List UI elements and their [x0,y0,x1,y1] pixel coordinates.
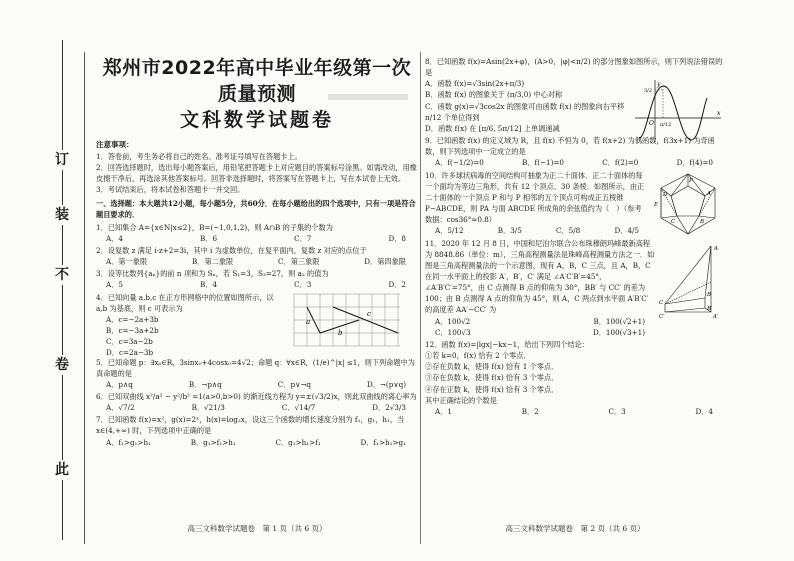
question-4-block [96,292,418,356]
question-11-block [425,238,725,338]
faint-watermark [328,92,408,102]
option: B．f(−1)=0 [522,158,565,168]
option: A．4 [106,233,123,243]
question-options [425,78,630,134]
option: C．3 [294,280,312,290]
option: B．第二象限 [191,257,234,267]
triangle-edges [665,246,711,312]
option: B．g₁>f₁>h₁ [190,437,236,447]
option: D．4/5 [614,226,639,236]
question-stem: 1．已知集合 A={x∈N|x≤2}，B=(−1,0,1,2)，则 A∩B 的子集的个数为 [96,222,333,232]
option: C．7 [294,233,312,243]
question-stem: 9．已知函数 f(x) 的定义域为 R，且 f(x) 不恒为 0，若 f(x+2) 为偶函数，f(3x+1) 为奇函数，则下列选项中一定成立的是 [425,136,715,157]
option: A．c=−2a+3b [106,314,159,324]
question-10-block [425,170,725,237]
sine-curve [639,86,707,140]
vector-c-label: c [367,309,371,318]
vector-b-label: b [338,328,343,337]
question-options [425,406,725,417]
option: C．p∨¬q [277,379,311,389]
icosahedron-figure [653,170,723,238]
question-stem: 3．设等比数列{aₙ}的前 n 项和为 Sₙ，若 S₁=3，S₃=27，则 a₂ 的值为 [96,269,329,279]
question-stem: 12．函数 f(x)=|lgx|−kx−1，给出下列四个结论： [425,339,590,349]
page-1-footer: 高三文科数学试题卷 第 1 页（共 6 页） [187,524,327,533]
binding-char: 订 [52,150,72,170]
question-options [96,256,418,267]
question-options [425,316,657,338]
question-stem: 6．已知双曲线 x²/a² − y²/b² =1(a>0,b>0) 的渐近线方程为 y=±(√3/2)x，则此双曲线的离心率为 [96,391,417,401]
option: A．p∧q [106,379,133,389]
notes-heading: 注意事项： [96,140,134,149]
note-item: 3．考试结束后，将本试卷和答题卡一并交回。 [96,185,245,195]
option: D．c=2a−3b [106,348,154,358]
section-heading: 一、选择题：本大题共12小题，每小题5分，共60分．在每小题给出的四个选项中，只有一项是符合题目要求的． [96,199,416,220]
option: D．4 [695,406,713,416]
binding-char: 此 [52,460,72,480]
question-options [425,157,725,168]
option: C．f(2)=0 [602,158,639,168]
option: D．2 [388,280,406,290]
option: D．100(√3+1) [592,327,645,337]
option: A．第一象限 [106,257,148,267]
vertex-label: C [671,218,676,225]
page-divider [420,52,421,544]
option: D．f₁>h₁>g₁ [360,437,406,447]
vertex-label: D [663,191,668,198]
option: B．2 [521,406,539,416]
question-options [96,402,418,413]
option: D．函数 f(x) 在 [π/6, 5π/12] 上单调递减 [425,123,560,133]
exam-title: 郑州市2022年高中毕业年级第一次质量预测 [102,57,412,105]
option: A．100√2 [435,316,471,326]
option: C．第三象限 [278,257,320,267]
y-mark-label: 3/2 [644,88,653,94]
statement-item: ④存在正数 k，使得 f(x) 恰有 3 个零点． [425,384,559,394]
origin-label: O [649,120,654,127]
exam-subtitle: 文科数学试题卷 [179,109,334,131]
point-label: B [707,291,712,298]
vertex-label: A [707,190,711,197]
question-8-block [425,56,725,134]
vertex-label: E [654,201,659,208]
binding-char: 卷 [52,355,72,375]
point-label: A′ [713,313,719,320]
icosahedron-edges [661,174,715,234]
question-stem: 11．2020 年 12 月 8 日，中国和尼泊尔联合公布珠穆朗玛峰最新高程为 8848.86（单位：m），三角高程测量法是珠峰高程测量方法之一．如图是三角高程测量法的一个示意图，现有 A，B，C 三点，且 A，B，C 在同一水平面上的投影 A′，B′，C′ 满足 ∠A′C′B′=45°，∠A′B′C′=75°，由 C 点测得 B 点的仰角为 30°，BB′ 与 CC′ 的差为 100；由 B 点测得 A 点的仰角为 45°，则 A，C 两点到水平面 A′B′C′ 的高度差 AA′−CC′ 为 [425,238,655,315]
vector-a-label: a [306,317,311,326]
question-stem: 8．已知函数 f(x)=Asin(2x+φ)，(A>0，|φ|<π/2) 的部分图象如图所示，则下列说法错误的是 [425,57,723,78]
statement-item: ②存在负数 k，使得 f(x) 恰有 1 个零点． [425,362,559,372]
option: C．函数 g(x)=√3cos2x 的图象可由函数 f(x) 的图象向右平移 π/12 个单位得到 [425,101,625,122]
option: A．5 [106,280,123,290]
option: C．5/8 [555,226,581,236]
statement-item: ③存在负数 k，使得 f(x) 恰有 3 个零点． [425,373,559,383]
question-stem: 10．许多球状病毒的空间结构可抽象为正二十面体．正二十面体的每一个面均为等边三角形，共有 12 个顶点、30 条棱．如图所示，由正二十面体的一个顶点 P 和与 P 相邻的五个顶点可构成正五棱锥 P−ABCDE，则 PA 与面 ABCDE 所成角的余弦值约为（ ）（参考数据：cos36°≈0.8） [425,170,645,225]
x-mark-label: π/12 [660,122,672,128]
axis-y-label: y [657,81,661,88]
option: C．√14/7 [281,403,316,413]
note-item: 1．答卷前，考生务必将自己的姓名、准考证号填写在答题卡上。 [96,151,302,161]
vector-grid-figure [292,292,402,348]
page-1 [96,55,418,448]
option: C．c=3a−2b [106,337,153,347]
vertex-label: P [689,177,693,184]
option: C．100√3 [435,327,471,337]
option: C．g₁>h₁>f₁ [275,437,321,447]
vertex-label: B [700,218,705,225]
question-stem: 2．设复数 z 满足 i·z+2=3i，其中 i 为虚数单位，在复平面内，复数 z 对应的点位于 [96,245,367,255]
option: D．8 [388,233,406,243]
question-options [96,437,418,448]
option: B．4 [200,280,218,290]
binding-char: 装 [52,205,72,225]
option: A．√7/2 [106,403,135,413]
option: D．2√3/3 [372,403,406,413]
survey-triangle-figure [659,242,725,320]
option: A．1 [435,406,452,416]
question-tail: 其中正确结论的个数是 [425,395,497,405]
option: B．¬p∧q [188,379,222,389]
binding-margin [0,0,100,561]
question-stem: 5．已知命题 p：∃x₀∈R，3sinx₀+4cosx₀=4√2；命题 q：∀x∈R，(1/e)^|x| ≤1，则下列命题中为真命题的是 [96,357,415,378]
question-options [96,233,418,244]
note-item: 2．回答选择题时，选出每小题答案后，用铅笔把答题卡上对应题目的答案标号涂黑。如需改动，用橡皮擦干净后，再选涂其他答案标号。回答非选择题时，将答案写在答题卡上，写在本试卷上无效。 [96,162,417,183]
option: A．f₁>g₁>h₁ [106,437,151,447]
sine-graph-figure [633,78,723,144]
option: B．6 [200,233,218,243]
option: D．¬(p∨q) [366,379,406,389]
option: D．第四象限 [364,257,406,267]
axis-x-label: x [717,110,721,117]
binding-char: 不 [52,265,72,285]
option: A．5/12 [435,226,464,236]
page-2 [425,55,725,417]
page-2-footer: 高三文科数学试题卷 第 2 页（共 6 页） [505,524,645,533]
option: B．函数 f(x) 的图象关于 (π/3,0) 中心对称 [425,90,563,100]
option: B．√21/3 [191,403,225,413]
option: A．f(−1/2)=0 [435,158,484,168]
option: A．函数 f(x)=√3sin(2x+π/3) [425,79,525,89]
option: B．100(√2+1) [593,316,645,326]
option: D．f(4)=0 [676,158,713,168]
option: B．3/5 [497,226,522,236]
point-label: C′ [659,313,665,320]
question-options [425,225,651,236]
question-stem: 4．已知向量 a,b,c 在正方形网格中的位置如图所示，以 a,b 为基底，则 c 可表示为 [96,292,274,313]
statement-item: ①若 k=0，f(x) 恰有 2 个零点． [425,351,531,361]
page-border-left [84,52,85,544]
question-options [96,279,418,290]
question-options [96,379,418,390]
point-label: A [714,245,718,252]
question-stem: 7．已知函数 f(x)=x²，g(x)=2ˣ，h(x)=log₂x，设这三个函数的增长速度分别为 f₁，g₁，h₁，当 x∈(4,+∞) 时，下列选项中正确的是 [96,415,405,436]
option: C．3 [608,406,626,416]
point-label: C [659,299,664,306]
option: B．c=−3a+2b [106,325,159,335]
point-label: B′ [707,305,713,312]
